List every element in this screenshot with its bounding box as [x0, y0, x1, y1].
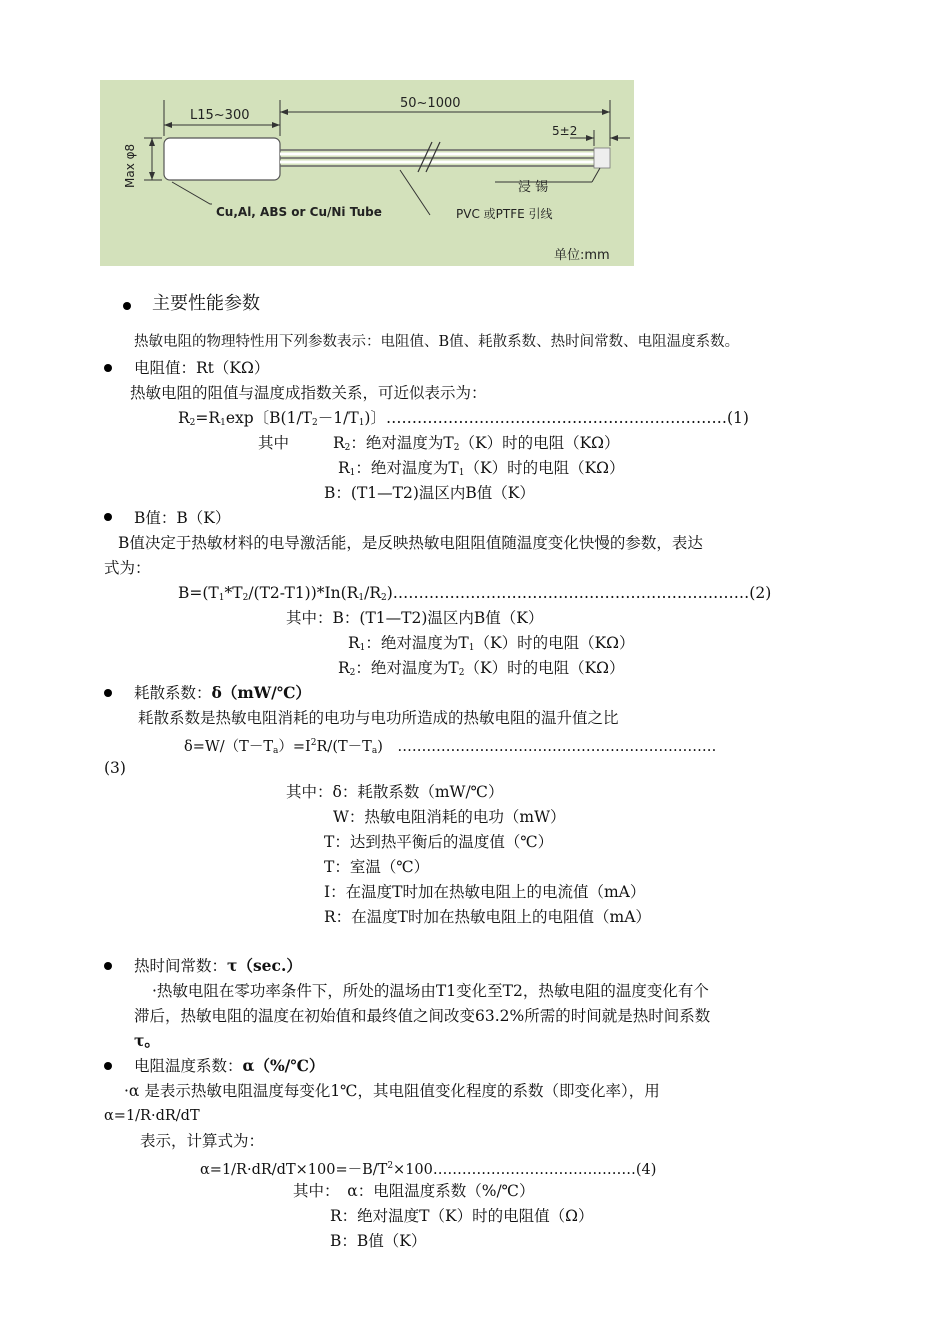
length-dimension-label: L15~300: [190, 108, 250, 123]
unit-label: 单位:mm: [554, 248, 610, 263]
time-constant-description-3: τ。: [134, 1031, 160, 1050]
definition-r1: $R_1$：绝对温度为$T_1(K)$时的电阻（KΩ）: [348, 634, 635, 653]
formula-4: $\alpha=1/R\cdot dR/dT\times 100=-B/T^2\times 100\dots\dots\dots\dots\dots\dots\dots\dots\dots\dots\dots\dots\dots\dots(4)$: [200, 1161, 657, 1178]
section-title: 主要性能参数: [152, 293, 260, 314]
temp-coefficient-description-2: α=1/R·dR/dT: [104, 1108, 200, 1124]
temp-coefficient-description-1: ·α 是表示热敏电阻温度每变化1℃，其电阻值变化程度的系数（即变化率），用: [124, 1082, 660, 1100]
definition-i: I：在温度T时加在热敏电阻上的电流值（mA）: [324, 883, 646, 901]
resistance-description: 热敏电阻的阻值与温度成指数关系，可近似表示为：: [130, 384, 487, 402]
where-label: 其中: [258, 434, 290, 452]
tin-dimension-label: 5±2: [552, 124, 578, 138]
definition-r2: $R_2$：绝对温度为$T_2(K)$时的电阻（KΩ）: [338, 659, 625, 678]
dimension-drawing: [100, 80, 634, 266]
tin-label: 浸 锡: [518, 180, 549, 195]
formula-1: $R_2=R_1\exp$〔$B(1/T_2-1/T_1)$〕…………………………………………………………(1): [178, 409, 749, 428]
definition-b: 其中：B：(T1—T2)温区内B值（K）: [286, 609, 544, 627]
lead-dimension-label: 50~1000: [400, 96, 461, 111]
definition-r1: $R_1$：绝对温度为$T_1(K)$时的电阻（KΩ）: [338, 459, 625, 478]
definition-b: B：B值（K）: [330, 1232, 427, 1250]
dissipation-heading: 耗散系数：δ（mW/℃）: [134, 683, 311, 702]
definition-t: T：达到热平衡后的温度值（℃）: [324, 833, 554, 851]
temp-coefficient-heading: 电阻温度系数：α（%/℃）: [134, 1056, 325, 1075]
dissipation-description: 耗散系数是热敏电阻消耗的电功与电功所造成的热敏电阻的温升值之比: [138, 709, 619, 727]
diameter-dimension-label: Max φ8: [123, 143, 137, 188]
resistance-heading: 电阻值：Rt（KΩ）: [134, 359, 270, 377]
wire-material-label: PVC 或PTFE 引线: [456, 207, 553, 221]
bullet-icon: [104, 689, 112, 697]
definition-ta: T：室温（℃）: [324, 858, 430, 876]
definition-r: R：绝对温度T（K）时的电阻值（Ω）: [330, 1207, 594, 1225]
definition-r: R：在温度T时加在热敏电阻上的电阻值（mA）: [324, 908, 651, 926]
bullet-icon: [104, 1062, 112, 1070]
formula-3-number: (3): [104, 759, 126, 777]
bullet-icon: [104, 364, 112, 372]
time-constant-heading: 热时间常数：τ（sec.）: [134, 956, 302, 975]
formula-2: $B=(T_1*T_2/(T2-T1))*In(R_1/R_2)\dots\dots\dots\dots\dots\dots\dots\dots\dots\dots\dots\dots\dots\dots\dots\dots\dots\dots\dots\dots\dots\dots\dots(2)$: [178, 584, 772, 603]
time-constant-description-1: ·热敏电阻在零功率条件下，所处的温场由T1变化至T2，热敏电阻的温度变化有个: [152, 982, 709, 1000]
time-constant-description-2: 滞后，热敏电阻的温度在初始值和最终值之间改变63.2%所需的时间就是热时间系数: [134, 1007, 711, 1025]
bullet-icon: [123, 302, 131, 310]
definition-b: B：(T1—T2)温区内B值（K）: [324, 484, 535, 502]
tube-material-label: Cu,Al, ABS or Cu/Ni Tube: [216, 205, 382, 219]
temp-coefficient-description-3: 表示，计算式为：: [140, 1132, 265, 1150]
intro-text: 热敏电阻的物理特性用下列参数表示：电阻值、B值、耗散系数、热时间常数、电阻温度系数。: [134, 334, 740, 350]
definition-r2: $R_2$：绝对温度为$T_2(K)$时的电阻（KΩ）: [333, 434, 620, 453]
bvalue-heading: B值：B（K）: [134, 509, 231, 527]
sensor-dimension-diagram: [100, 80, 634, 266]
definition-alpha: 其中： α：电阻温度系数（%/℃）: [293, 1182, 535, 1200]
bullet-icon: [104, 962, 112, 970]
bvalue-description-2: 式为：: [104, 559, 151, 577]
definition-w: W：热敏电阻消耗的电功（mW）: [333, 808, 566, 826]
bvalue-description-1: B值决定于热敏材料的电导激活能，是反映热敏电阻阻值随温度变化快慢的参数，表达: [118, 534, 703, 552]
formula-3: $\delta=W/(T-T_a)=I^2R/(T-T_a)$ …………………………………………………………: [184, 738, 717, 756]
definition-delta: 其中：δ：耗散系数（mW/℃）: [286, 783, 504, 801]
bullet-icon: [104, 513, 112, 521]
